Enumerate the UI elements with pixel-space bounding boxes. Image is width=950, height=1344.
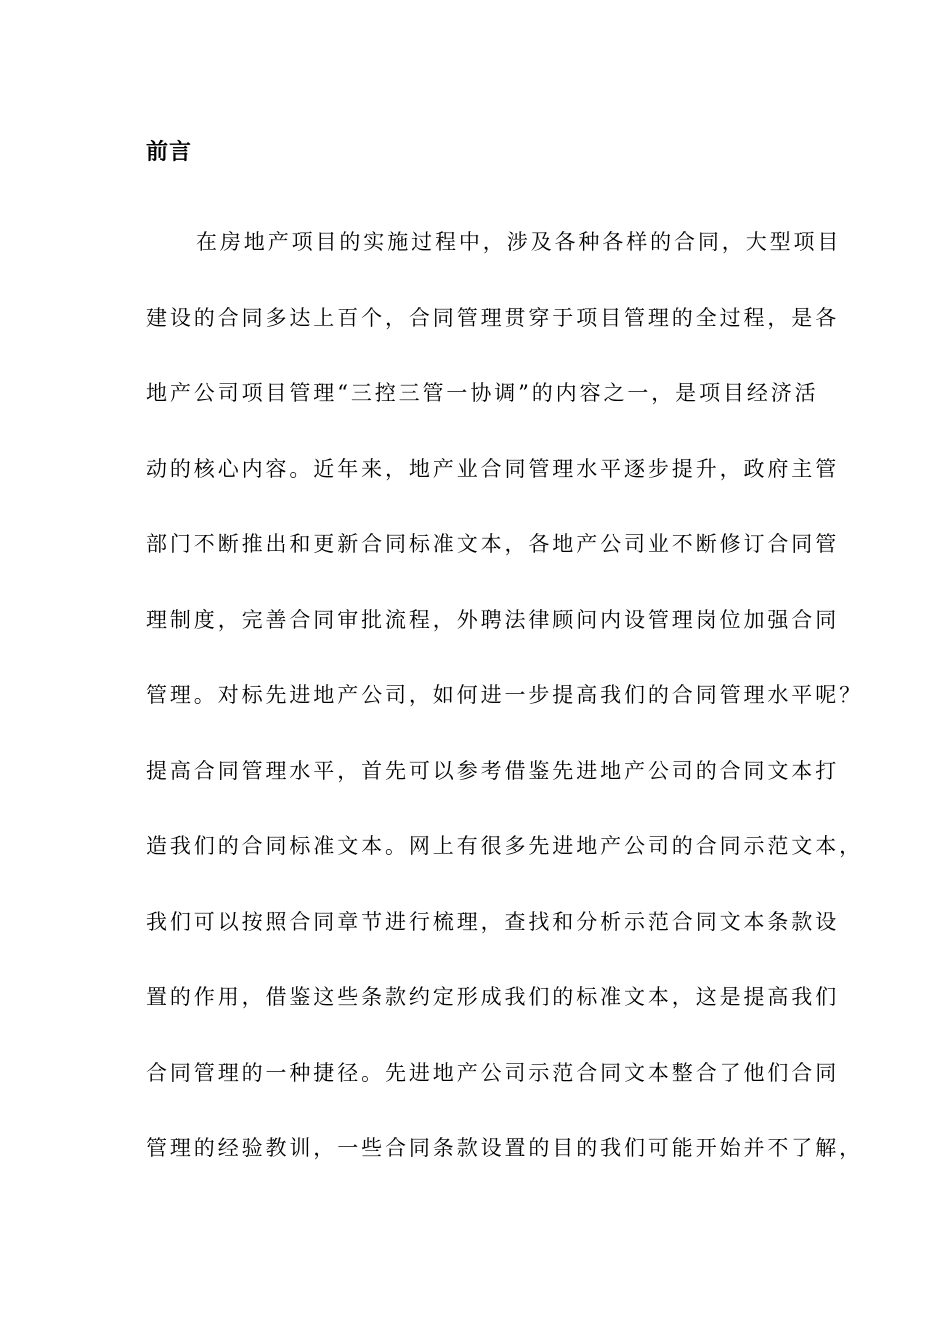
section-heading: 前言 <box>146 139 193 165</box>
paragraph-line: 造我们的合同标准文本。网上有很多先进地产公司的合同示范文本， <box>146 834 863 858</box>
body-paragraph <box>146 228 863 1210</box>
paragraph-line: 地产公司项目管理“三控三管一协调”的内容之一，是项目经济活 <box>146 381 819 405</box>
paragraph-line: 建设的合同多达上百个，合同管理贯穿于项目管理的全过程，是各 <box>146 305 840 330</box>
paragraph-line: 动的核心内容。近年来，地产业合同管理水平逐步提升，政府主管 <box>146 456 840 481</box>
paragraph-line: 部门不断推出和更新合同标准文本，各地产公司业不断修订合同管 <box>146 532 840 556</box>
paragraph-line: 我们可以按照合同章节进行梳理，查找和分析示范合同文本条款设 <box>146 909 840 934</box>
paragraph-line: 合同管理的一种捷径。先进地产公司示范合同文本整合了他们合同 <box>146 1060 840 1085</box>
paragraph-line: 理制度，完善合同审批流程，外聘法律顾问内设管理岗位加强合同 <box>146 607 840 632</box>
paragraph-line: 管理。对标先进地产公司，如何进一步提高我们的合同管理水平呢？ <box>146 683 863 707</box>
paragraph-line: 在房地产项目的实施过程中，涉及各种各样的合同，大型项目 <box>196 230 842 254</box>
paragraph-line: 置的作用，借鉴这些条款约定形成我们的标准文本，这是提高我们 <box>146 985 840 1009</box>
paragraph-line: 提高合同管理水平，首先可以参考借鉴先进地产公司的合同文本打 <box>146 758 840 783</box>
paragraph-line: 管理的经验教训，一些合同条款设置的目的我们可能开始并不了解， <box>146 1136 863 1160</box>
